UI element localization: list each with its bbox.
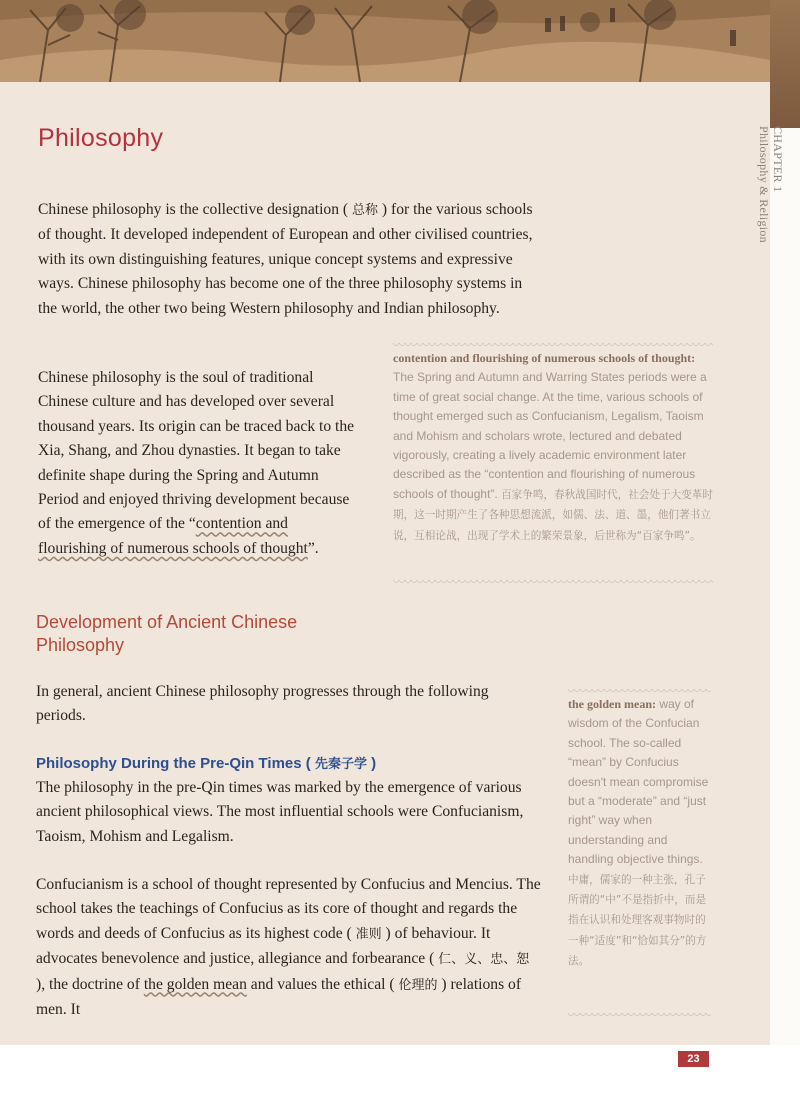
subsection-heading [36, 753, 376, 772]
page-title: Philosophy [38, 124, 164, 152]
text-segment: and values the ethical ( [246, 975, 395, 993]
landscape-painting-illustration [0, 0, 800, 82]
preqin-paragraph: The philosophy in the pre-Qin times was marked by the emergence of various ancient philosophical views. The most influential schools were Confucianism, Taoism, Mohism and Legalism. [36, 779, 524, 845]
chapter-title: Philosophy & Religion [757, 126, 771, 243]
text-segment: Chinese philosophy is the soul of traditional Chinese culture and has developed over several thousand years. Its origin can be traced back to the Xia, Shang, and Zhou dynasties. It began to take definite shape during the Spring and Autumn Period and enjoyed thriving development because of the emergence of the “ [38, 369, 355, 533]
note-term: contention and flourishing of numerous schools of thought: [393, 351, 696, 365]
page-number: 23 [678, 1051, 709, 1067]
chinese-term: 伦理的 [398, 977, 438, 993]
section-heading: Development of Ancient Chinese Philosophy [36, 612, 298, 655]
header-painting-edge [770, 0, 800, 128]
note-chinese: 百家争鸣，春秋战国时代，社会处于大变革时期，这一时期产生了各种思想流派，如儒、法、道、墨，他们著书立说，互相论战，出现了学术上的繁荣景象，后世称为“百家争鸣”。 [393, 488, 713, 542]
text-segment: ”. [307, 539, 319, 557]
text-segment: ), the doctrine of [36, 975, 144, 993]
chinese-term: 仁、义、忠、恕 [438, 952, 530, 968]
chapter-marker [745, 126, 785, 266]
text-segment: ) of behaviour. It advocates benevolence and justice, allegiance and forbearance ( [36, 924, 491, 968]
chinese-term: 总称 [352, 203, 379, 218]
note-chinese: 中庸，儒家的一种主张，孔子所谓的“中”不是指折中，而是指在认识和处理客观事物时的一种“适度”和“恰如其分”的方法。 [568, 873, 707, 968]
text-segment: Chinese philosophy is the collective designation ( [38, 201, 349, 218]
subheading-end: ) [371, 755, 377, 772]
text-segment: Confucianism is a school of thought represented by Confucius and Mencius. The school takes the teachings of Confucius as its core of thought and regards the words and deeds of Confucius as its highest code ( [36, 876, 541, 942]
note2-divider-bottom [568, 1013, 711, 1019]
glossary-note-golden-mean [568, 695, 713, 972]
glossary-note-contention [393, 349, 718, 546]
note-divider-bottom [393, 580, 713, 586]
chinese-term: 准则 [355, 926, 382, 942]
subheading-text: Philosophy During the Pre-Qin Times ( [36, 755, 311, 772]
note-text: way of wisdom of the Confucian school. The so-called “mean” by Confucius doesn't mean compromise but a “moderate” and “just right” way when understanding and handling objective things. [568, 697, 709, 867]
intro-paragraph-1 [38, 198, 538, 321]
glossary-link-golden-mean[interactable]: the golden mean [143, 975, 247, 993]
chapter-label: CHAPTER 1 [771, 126, 785, 193]
subheading-chinese: 先秦子学 [314, 757, 367, 772]
intro-paragraph-2 [38, 366, 356, 561]
section-intro: In general, ancient Chinese philosophy progresses through the following periods. [36, 683, 489, 725]
text-segment: ) relations of men. It [36, 975, 522, 1019]
confucianism-paragraph [36, 873, 541, 1022]
note-term: the golden mean: [568, 697, 656, 711]
header-painting [0, 0, 800, 82]
text-segment: ) for the various schools of thought. It developed independent of European and other civilised countries, with its own distinguishing features, unique concept systems and expressive ways. Chinese philosophy has become one of the three philosophy systems in the world, the other two being Western philosophy and Indian philosophy. [38, 201, 533, 317]
note-text: The Spring and Autumn and Warring States periods were a time of great social change. At the time, various schools of thought emerged such as Confucianism, Legalism, Taoism and Mohism and scholars wrote, lectured and debated vigorously, creating a lively academic environment later described as the “contention and flourishing of numerous schools of thought”. [393, 370, 707, 501]
glossary-link-contention[interactable]: contention and flourishing of numerous schools of thought [38, 515, 308, 557]
